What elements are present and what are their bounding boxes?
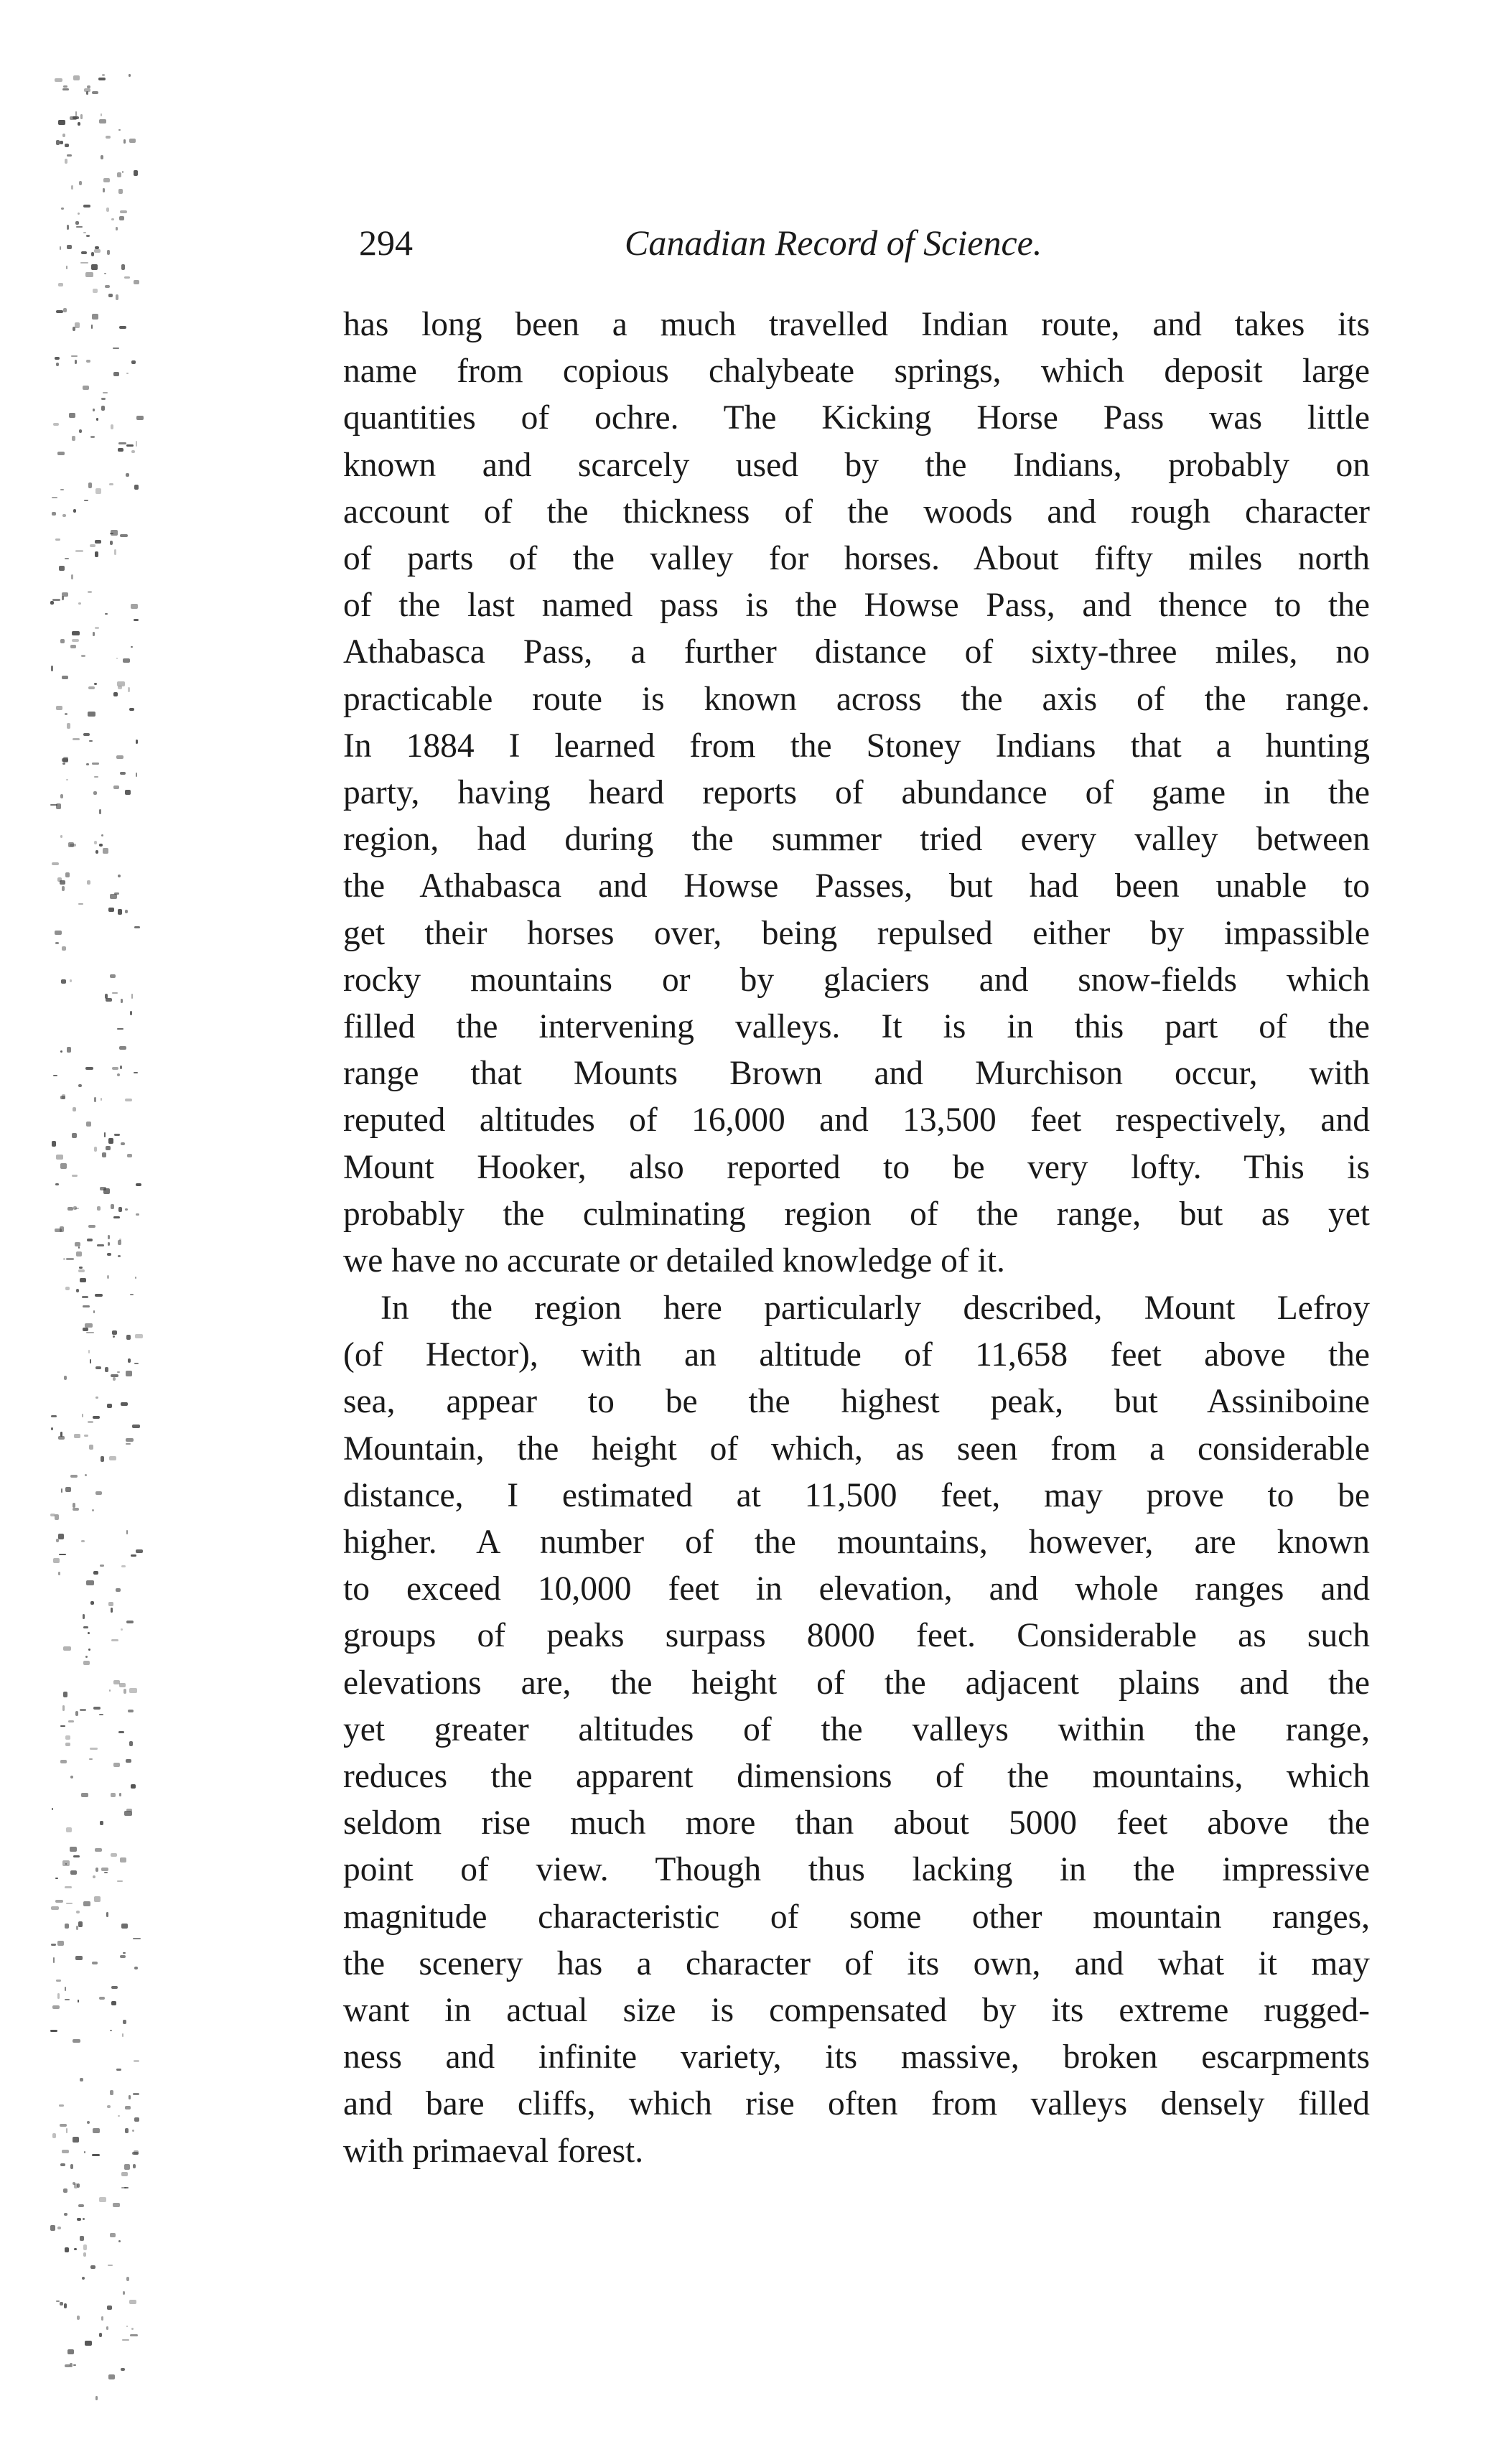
text-line: (of Hector), with an altitude of 11,658 feet above the	[343, 1336, 1370, 1374]
text-line: Athabasca Pass, a further distance of sixty-three miles, no	[343, 633, 1370, 671]
text-line: Mount Hooker, also reported to be very lofty. This is	[343, 1148, 1370, 1186]
text-line: sea, appear to be the highest peak, but Assiniboine	[343, 1383, 1370, 1421]
text-line: we have no accurate or detailed knowledge of it.	[343, 1242, 1005, 1280]
text-line: quantities of ochre. The Kicking Horse Pass was little	[343, 399, 1370, 437]
text-line: account of the thickness of the woods and rough character	[343, 493, 1370, 531]
text-line: seldom rise much more than about 5000 feet above the	[343, 1804, 1370, 1842]
text-line: filled the intervening valleys. It is in this part of the	[343, 1008, 1370, 1046]
paragraph-1	[343, 302, 1370, 1285]
text-line: point of view. Though thus lacking in the impressive	[343, 1851, 1370, 1889]
text-line: region, had during the summer tried every valley between	[343, 821, 1370, 859]
text-line: to exceed 10,000 feet in elevation, and whole ranges and	[343, 1570, 1370, 1608]
text-line: magnitude characteristic of some other mountain ranges,	[343, 1898, 1370, 1936]
text-line: groups of peaks surpass 8000 feet. Considerable as such	[343, 1617, 1370, 1655]
text-line: the Athabasca and Howse Passes, but had been unable to	[343, 867, 1370, 905]
text-line: elevations are, the height of the adjacent plains and the	[343, 1664, 1370, 1702]
text-line: name from copious chalybeate springs, which deposit large	[343, 353, 1370, 391]
text-line: has long been a much travelled Indian route, and takes its	[343, 306, 1370, 343]
text-line: the scenery has a character of its own, and what it may	[343, 1944, 1370, 1982]
text-line: and bare cliffs, which rise often from valleys densely filled	[343, 2085, 1370, 2123]
text-line: known and scarcely used by the Indians, probably on	[343, 446, 1370, 484]
text-line: rocky mountains or by glaciers and snow-fields which	[343, 961, 1370, 999]
page-header	[359, 214, 1371, 271]
page-number: 294	[359, 223, 413, 263]
text-line: reduces the apparent dimensions of the mountains, which	[343, 1758, 1370, 1796]
text-line: In 1884 I learned from the Stoney Indians that a hunting	[343, 727, 1370, 765]
text-line: want in actual size is compensated by its extreme rugged-	[343, 1992, 1370, 2030]
text-line: of parts of the valley for horses. About fifty miles north	[343, 540, 1370, 578]
text-line: range that Mounts Brown and Murchison occur, with	[343, 1055, 1370, 1093]
text-line: yet greater altitudes of the valleys within the range,	[343, 1710, 1370, 1748]
text-line: party, having heard reports of abundance of game in the	[343, 774, 1370, 812]
paragraph-2	[343, 1285, 1370, 2175]
text-line: probably the culminating region of the range, but as yet	[343, 1195, 1370, 1233]
running-title: Canadian Record of Science.	[625, 223, 1042, 263]
text-line: of the last named pass is the Howse Pass, and thence to the	[343, 587, 1370, 625]
text-line: practicable route is known across the axis of the range.	[343, 680, 1370, 718]
text-line: higher. A number of the mountains, however, are known	[343, 1524, 1370, 1562]
text-line: Mountain, the height of which, as seen from a considerable	[343, 1430, 1370, 1468]
text-line: get their horses over, being repulsed either by impassible	[343, 914, 1370, 952]
text-line: ness and infinite variety, its massive, broken escarpments	[343, 2038, 1370, 2076]
text-line: reputed altitudes of 16,000 and 13,500 feet respectively, and	[343, 1101, 1370, 1139]
text-line: In the region here particularly described, Mount Lefroy	[381, 1290, 1370, 1327]
text-line: with primaeval forest.	[343, 2132, 644, 2170]
text-line: distance, I estimated at 11,500 feet, may prove to be	[343, 1476, 1370, 1514]
